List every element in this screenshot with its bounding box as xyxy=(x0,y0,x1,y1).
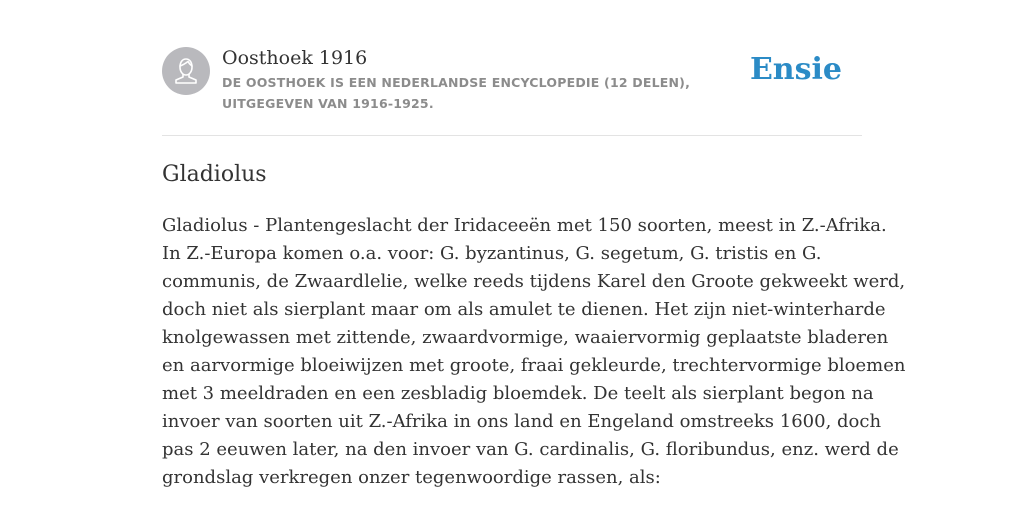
body-line: doch niet als sierplant maar om als amulet te dienen. Het zijn niet-winterharde xyxy=(162,299,886,320)
body-line: met 3 meeldraden en een zesbladig bloemdek. De teelt als sierplant begon na xyxy=(162,383,874,404)
body-line: Gladiolus - Plantengeslacht der Iridaceeën met 150 soorten, meest in Z.-Afrika. xyxy=(162,215,887,236)
source-name[interactable]: Oosthoek 1916 xyxy=(222,47,368,69)
ensie-logo[interactable]: Ensie xyxy=(749,52,842,87)
user-icon xyxy=(162,47,210,95)
body-line: grondslag verkregen onzer tegenwoordige rassen, als: xyxy=(162,467,661,488)
body-line: en aarvormige bloeiwijzen met groote, fraai gekleurde, trechtervormige bloemen xyxy=(162,355,906,376)
entry-title: Gladiolus xyxy=(162,162,267,187)
body-line: In Z.-Europa komen o.a. voor: G. byzantinus, G. segetum, G. tristis en G. xyxy=(162,243,822,264)
body-line: communis, de Zwaardlelie, welke reeds tijdens Karel den Groote gekweekt werd, xyxy=(162,271,906,292)
body-line: knolgewassen met zittende, zwaardvormige, waaiervormig geplaatste bladeren xyxy=(162,327,889,348)
body-line: invoer van soorten uit Z.-Afrika in ons land en Engeland omstreeks 1600, doch xyxy=(162,411,882,432)
source-description: DE OOSTHOEK IS EEN NEDERLANDSE ENCYCLOPEDIE (12 DELEN), UITGEGEVEN VAN 1916-1925. xyxy=(222,75,691,111)
header-divider xyxy=(162,135,862,136)
entry-body xyxy=(162,212,906,492)
body-line: pas 2 eeuwen later, na den invoer van G. cardinalis, G. floribundus, enz. werd de xyxy=(162,439,899,460)
source-avatar[interactable] xyxy=(162,47,210,95)
